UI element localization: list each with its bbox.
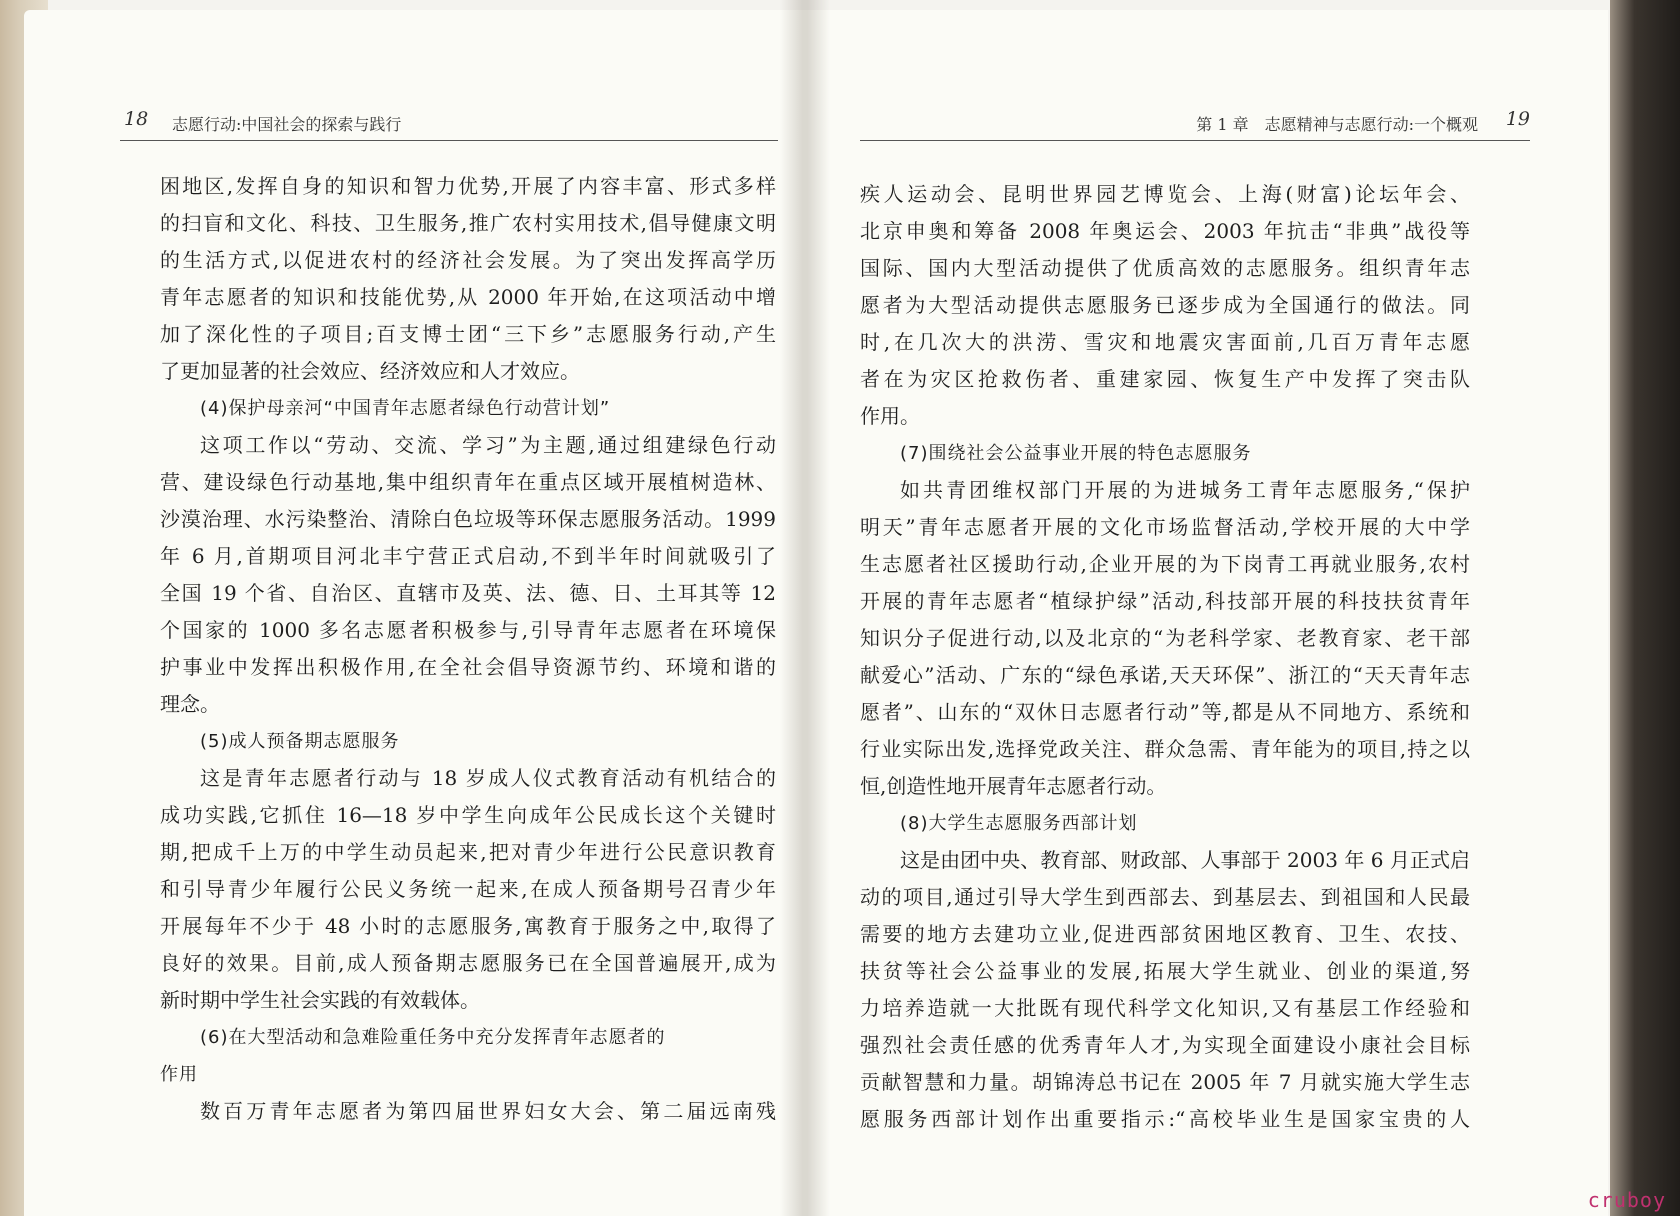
text-line: 开展的青年志愿者“植绿护绿”活动,科技部开展的科技扶贫青年 [860,589,1470,613]
text-line: 青年志愿者的知识和技能优势,从 2000 年开始,在这项活动中增 [160,285,776,309]
section-heading-line: (4)保护母亲河“中国青年志愿者绿色行动营计划” [200,398,611,419]
book-gutter [780,0,830,1216]
right-running-title: 第 1 章 志愿精神与志愿行动:一个概观 [1196,115,1478,134]
text-line: 新时期中学生社会实践的有效载体。 [160,988,480,1012]
text-line: 贡献智慧和力量。胡锦涛总书记在 2005 年 7 月就实施大学生志 [860,1070,1470,1094]
text-line: 愿者”、山东的“双休日志愿者行动”等,都是从不同地方、系统和 [860,700,1470,724]
text-line: 明天”青年志愿者开展的文化市场监督活动,学校开展的大中学 [860,515,1470,539]
text-line: 沙漠治理、水污染整治、清除白色垃圾等环保志愿服务活动。1999 [160,507,776,531]
section-heading-line: 作用 [160,1064,198,1085]
right-page-body-text [860,176,1470,1138]
text-line: 年 6 月,首期项目河北丰宁营正式启动,不到半年时间就吸引了 [160,544,776,568]
text-line: 者在为灾区抢救伤者、重建家园、恢复生产中发挥了突击队 [860,367,1470,391]
right-page-header [860,100,1530,141]
watermark-text: cruboy [1587,1188,1666,1212]
text-line: 困地区,发挥自身的知识和智力优势,开展了内容丰富、形式多样 [160,174,776,198]
text-line: 这是由团中央、教育部、财政部、人事部于 2003 年 6 月正式启 [900,848,1470,872]
text-line: 和引导青少年履行公民义务统一起来,在成人预备期号召青少年 [160,877,776,901]
book-cover-edge-right [1610,0,1680,1216]
section-heading-line: (7)围绕社会公益事业开展的特色志愿服务 [900,443,1252,464]
section-heading-line: (6)在大型活动和急难险重任务中充分发挥青年志愿者的 [200,1027,666,1048]
section-heading-line: (8)大学生志愿服务西部计划 [900,813,1138,834]
text-line: 献爱心”活动、广东的“绿色承诺,天天环保”、浙江的“天天青年志 [860,663,1470,687]
text-line: 国际、国内大型活动提供了优质高效的志愿服务。组织青年志 [860,256,1470,280]
text-line: 良好的效果。目前,成人预备期志愿服务已在全国普遍展开,成为 [160,951,776,975]
text-line: 知识分子促进行动,以及北京的“为老科学家、老教育家、老干部 [860,626,1470,650]
text-line: 行业实际出发,选择党政关注、群众急需、青年能为的项目,持之以 [860,737,1470,761]
text-line: 成功实践,它抓住 16—18 岁中学生向成年公民成长这个关键时 [160,803,776,827]
text-line: 开展每年不少于 48 小时的志愿服务,寓教育于服务之中,取得了 [160,914,776,938]
right-page-number: 19 [1505,108,1530,130]
text-line: 力培养造就一大批既有现代科学文化知识,又有基层工作经验和 [860,996,1470,1020]
text-line: 全国 19 个省、自治区、直辖市及英、法、德、日、土耳其等 12 [160,581,776,605]
text-line: 的生活方式,以促进农村的经济社会发展。为了突出发挥高学历 [160,248,776,272]
text-line: 如共青团维权部门开展的为进城务工青年志愿服务,“保护 [900,478,1470,502]
text-line: 营、建设绿色行动基地,集中组织青年在重点区域开展植树造林、 [160,470,776,494]
section-heading-line: (5)成人预备期志愿服务 [200,731,400,752]
text-line: 需要的地方去建功立业,促进西部贫困地区教育、卫生、农技、 [860,922,1470,946]
text-line: 动的项目,通过引导大学生到西部去、到基层去、到祖国和人民最 [860,885,1470,909]
text-line: 了更加显著的社会效应、经济效应和人才效应。 [160,359,580,383]
text-line: 愿者为大型活动提供志愿服务已逐步成为全国通行的做法。同 [860,293,1470,317]
text-line: 北京申奥和筹备 2008 年奥运会、2003 年抗击“非典”战役等 [860,219,1470,243]
text-line: 生志愿者社区援助行动,企业开展的为下岗青工再就业服务,农村 [860,552,1470,576]
text-line: 作用。 [860,404,920,428]
text-line: 这是青年志愿者行动与 18 岁成人仪式教育活动有机结合的 [200,766,776,790]
left-page-body-text [160,168,776,1130]
text-line: 期,把成千上万的中学生动员起来,把对青少年进行公民意识教育 [160,840,776,864]
left-page-header [120,100,778,141]
text-line: 的扫盲和文化、科技、卫生服务,推广农村实用技术,倡导健康文明 [160,211,776,235]
text-line: 护事业中发挥出积极作用,在全社会倡导资源节约、环境和谐的 [160,655,776,679]
text-line: 加了深化性的子项目;百支博士团“三下乡”志愿服务行动,产生 [160,322,776,346]
text-line: 扶贫等社会公益事业的发展,拓展大学生就业、创业的渠道,努 [860,959,1470,983]
text-line: 时,在几次大的洪涝、雪灾和地震灾害面前,几百万青年志愿 [860,330,1470,354]
left-running-title: 志愿行动:中国社会的探索与践行 [172,115,402,134]
left-page-number: 18 [124,108,149,130]
text-line: 疾人运动会、昆明世界园艺博览会、上海(财富)论坛年会、 [860,182,1470,206]
text-line: 这项工作以“劳动、交流、学习”为主题,通过组建绿色行动 [200,433,776,457]
text-line: 理念。 [160,692,220,716]
text-line: 强烈社会责任感的优秀青年人才,为实现全面建设小康社会目标 [860,1033,1470,1057]
text-line: 数百万青年志愿者为第四届世界妇女大会、第二届远南残 [200,1099,776,1123]
text-line: 愿服务西部计划作出重要指示:“高校毕业生是国家宝贵的人 [860,1107,1470,1131]
text-line: 恒,创造性地开展青年志愿者行动。 [860,774,1167,798]
text-line: 个国家的 1000 多名志愿者积极参与,引导青年志愿者在环境保 [160,618,776,642]
